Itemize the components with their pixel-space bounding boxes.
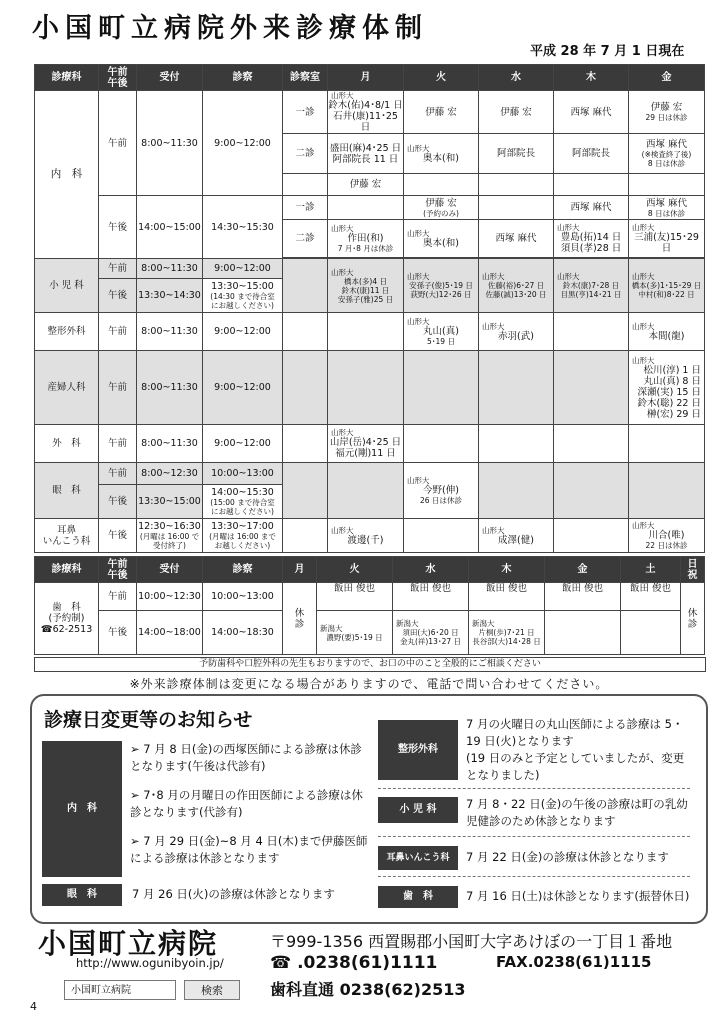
header-thu: 木 xyxy=(554,65,629,91)
notice-shika-1: 7 月 16 日(土)は休診となります(振替休日) xyxy=(466,889,690,903)
dental-header-fri: 金 xyxy=(545,557,621,583)
notice-naika-3: ➢ 7 月 29 日(金)~8 月 4 日(木)まで伊藤医師による診療は休診となります xyxy=(130,834,368,865)
cell-naika-am1-mon: 山形大 鈴木(佑)4･8/1 日 石井(康)11･25 日 xyxy=(328,91,403,133)
shika-wed-am: 飯田 俊也 xyxy=(393,583,469,611)
cell-jibi-wed: 山形大 成澤(健) xyxy=(479,519,554,553)
geka-rec: 8:00~11:30 xyxy=(137,425,203,463)
dental-header-mon: 月 xyxy=(283,557,317,583)
dept-ganka: 眼 科 xyxy=(35,463,99,519)
cell-naika-am2-wed: 阿部院長 xyxy=(479,134,554,174)
dept-naika: 内 科 xyxy=(35,91,99,259)
cell-naika-am1-thu: 西塚 麻代 xyxy=(554,91,629,134)
naika-pm-exam: 14:30~15:30 xyxy=(203,196,283,259)
shoni-pm-exam: 13:30~15:00 (14:30 まで待合室 にお越しください) xyxy=(203,279,283,313)
naika-pm: 午後 xyxy=(99,196,137,259)
schedule-warning: ※外来診療体制は変更になる場合がありますので、電話で問い合わせてください。 xyxy=(129,677,609,691)
as-of-date: 平成 28 年 7 月 1 日現在 xyxy=(530,44,685,59)
header-fri: 金 xyxy=(629,65,705,91)
room-3 xyxy=(283,174,328,196)
hospital-url[interactable]: http://www.ogunibyoin.jp/ xyxy=(76,956,224,970)
room-1: 一診 xyxy=(283,91,328,134)
dental-header-sat: 土 xyxy=(621,557,681,583)
cell-shoni-wed: 山形大 佐藤(裕)6･27 日 佐藤(誠)13･20 日 xyxy=(479,259,554,313)
search-input[interactable]: 小国町立病院 xyxy=(64,980,176,1000)
ganka-am-exam: 10:00~13:00 xyxy=(203,463,283,485)
notice-label-ganka: 眼 科 xyxy=(42,884,122,906)
shika-tue-pm: 新潟大 濃野(要)5･19 日 xyxy=(317,611,393,655)
cell-ganka-tue: 山形大 今野(伸) 26 日は休診 xyxy=(404,463,479,519)
cell-naika-am1-fri: 伊藤 宏 29 日は休診 xyxy=(629,91,705,134)
naika-am-rec: 8:00~11:30 xyxy=(137,91,203,196)
cell-naika-am1-wed: 伊藤 宏 xyxy=(479,91,554,134)
cell-naika-am2-thu: 阿部院長 xyxy=(554,134,629,174)
notice-label-shika: 歯 科 xyxy=(378,886,458,908)
page-title: 小国町立病院外来診療体制 xyxy=(32,13,428,44)
seikei-exam: 9:00~12:00 xyxy=(203,313,283,351)
cell-naika-am2-tue: 山形大 奥本(和) xyxy=(404,134,479,174)
shika-pm: 午後 xyxy=(99,611,137,655)
geka-exam: 9:00~12:00 xyxy=(203,425,283,463)
cell-jibi-fri: 山形大 川合(唯) 22 日は休診 xyxy=(629,519,705,553)
shika-thu-pm: 新潟大 片桐(歩)7･21 日 長谷部(大)14･28 日 xyxy=(469,611,545,655)
shika-sun: 休 診 xyxy=(681,583,705,655)
header-reception: 受付 xyxy=(137,65,203,91)
shoni-pm-rec: 13:30~14:30 xyxy=(137,279,203,313)
cell-naika-am2-fri: 西塚 麻代 (※検査終了後) 8 日は休診 xyxy=(629,134,705,174)
shoni-am: 午前 xyxy=(99,259,137,279)
cell-seikei-fri: 山形大 本間(龍) xyxy=(629,313,705,351)
notice-label-shoni: 小 児 科 xyxy=(378,797,458,823)
jibi-pm: 午後 xyxy=(99,519,137,553)
shika-fri-am: 飯田 俊也 xyxy=(545,583,621,611)
cell-seikei-wed: 山形大 赤羽(武) xyxy=(479,313,554,351)
ganka-am: 午前 xyxy=(99,463,137,485)
naika-am: 午前 xyxy=(99,91,137,196)
jibi-rec: 12:30~16:30 (月曜は 16:00 で 受付終了) xyxy=(137,519,203,553)
notice-naika-2: ➢ 7･8 月の月曜日の作田医師による診療は休診となります(代診有) xyxy=(130,788,363,819)
shika-pm-rec: 14:00~18:00 xyxy=(137,611,203,655)
seikei-rec: 8:00~11:30 xyxy=(137,313,203,351)
header-tue: 火 xyxy=(404,65,479,91)
cell-naika-pm1-thu: 西塚 麻代 xyxy=(554,196,629,220)
notice-naika-1: ➢ 7 月 8 日(金)の西塚医師による診療は休診となります(午後は代診有) xyxy=(130,742,362,773)
dental-header-thu: 木 xyxy=(469,557,545,583)
header-mon: 月 xyxy=(328,65,404,91)
room-1-pm: 一診 xyxy=(283,196,328,220)
dental-header-exam: 診察 xyxy=(203,557,283,583)
shika-wed-pm: 新潟大 須田(大)6･20 日 金丸(祥)13･27 日 xyxy=(393,611,469,655)
cell-jibi-mon: 山形大 渡邊(千) xyxy=(328,519,404,553)
cell-naika-pm2-thu: 山形大 豊島(拓)14 日 須貝(孝)28 日 xyxy=(554,220,629,258)
shoni-pm: 午後 xyxy=(99,279,137,313)
hospital-tel: ☎ .0238(61)1111 xyxy=(270,953,438,973)
dept-geka: 外 科 xyxy=(35,425,99,463)
cell-naika-am3-mon: 伊藤 宏 xyxy=(328,174,404,196)
hospital-fax: FAX.0238(61)1115 xyxy=(496,953,652,971)
header-room: 診察室 xyxy=(283,65,328,91)
naika-pm-rec: 14:00~15:00 xyxy=(137,196,203,259)
header-ampm: 午前 午後 xyxy=(99,65,137,91)
cell-naika-am2-mon: 盛田(麻)4･25 日 阿部院長 11 日 xyxy=(328,134,404,174)
shika-mon: 休 診 xyxy=(283,583,317,655)
shika-thu-am: 飯田 俊也 xyxy=(469,583,545,611)
dept-seikei: 整形外科 xyxy=(35,313,99,351)
shika-pm-exam: 14:00~18:30 xyxy=(203,611,283,655)
search-button[interactable]: 検索 xyxy=(184,980,240,1000)
shika-sat-am: 飯田 俊也 xyxy=(621,583,681,611)
geka-am: 午前 xyxy=(99,425,137,463)
sanfu-rec: 8:00~11:30 xyxy=(137,351,203,425)
cell-geka-mon: 山形大 山岸(岳)4･25 日 福元(剛)11 日 xyxy=(328,425,404,463)
shika-am: 午前 xyxy=(99,583,137,611)
dental-direct-tel: 歯科直通 0238(62)2513 xyxy=(270,980,466,999)
cell-naika-pm2-tue: 山形大 奥本(和) xyxy=(404,220,479,258)
dental-header-sun: 日 祝 xyxy=(681,557,705,583)
naika-am-exam: 9:00~12:00 xyxy=(203,91,283,196)
notice-label-naika: 内 科 xyxy=(42,741,122,877)
dental-header-dept: 診療科 xyxy=(35,557,99,583)
cell-naika-pm2-fri: 山形大 三浦(友)15･29 日 xyxy=(629,220,705,258)
header-exam: 診察 xyxy=(203,65,283,91)
jibi-exam: 13:30~17:00 (月曜は 16:00 まで お越しください) xyxy=(203,519,283,553)
dental-header-reception: 受付 xyxy=(137,557,203,583)
shoni-am-rec: 8:00~11:30 xyxy=(137,259,203,279)
cell-naika-pm2-mon: 山形大 作田(和) 7 月･8 月は休診 xyxy=(328,220,404,258)
dental-table xyxy=(34,556,705,655)
dept-jibi: 耳鼻 いんこう科 xyxy=(35,519,99,553)
cell-naika-pm1-tue: 伊藤 宏 (予約のみ) xyxy=(404,196,479,220)
notice-seikei-2: (19 日のみと予定としていましたが、変更となりました) xyxy=(466,751,685,782)
notice-divider xyxy=(378,876,690,877)
ganka-pm: 午後 xyxy=(99,485,137,519)
cell-naika-pm1-fri: 西塚 麻代 8 日は休診 xyxy=(629,196,705,220)
ganka-pm-rec: 13:30~15:00 xyxy=(137,485,203,519)
cell-naika-am1-tue: 伊藤 宏 xyxy=(404,91,479,134)
shoni-am-exam: 9:00~12:00 xyxy=(203,259,283,279)
notice-label-jibi: 耳鼻いんこう科 xyxy=(378,846,458,870)
header-dept: 診療科 xyxy=(35,65,99,91)
notice-divider xyxy=(378,788,690,789)
dept-shika: 歯 科 (予約制) ☎62-2513 xyxy=(35,583,99,655)
sanfu-exam: 9:00~12:00 xyxy=(203,351,283,425)
hospital-name: 小国町立病院 xyxy=(38,927,219,960)
notice-seikei-1: 7 月の火曜日の丸山医師による診療は 5・19 日(火)となります xyxy=(466,717,684,748)
sanfu-am: 午前 xyxy=(99,351,137,425)
cell-sanfu-fri: 山形大 松川(淳) 1 日 丸山(真) 8 日 深瀬(実) 15 日 鈴木(聡) 22 日 榊(宏) 29 日 xyxy=(629,351,705,425)
dental-header-ampm: 午前 午後 xyxy=(99,557,137,583)
notice-title: 診療日変更等のお知らせ xyxy=(44,709,253,731)
notice-shoni-1: 7 月 8・22 日(金)の午後の診療は町の乳幼児健診のため休診となります xyxy=(466,797,688,828)
dept-sanfu: 産婦人科 xyxy=(35,351,99,425)
header-wed: 水 xyxy=(479,65,554,91)
cell-shoni-fri: 山形大 橋本(多)1･15･29 日 中村(和)8･22 日 xyxy=(629,259,705,313)
room-2-pm: 二診 xyxy=(283,220,328,258)
dental-footnote: 予防歯科や口腔外科の先生もおりますので、お口の中のこと全般的にご相談ください xyxy=(34,657,706,672)
hospital-address: 〒999-1356 西置賜郡小国町大字あけぼの一丁目１番地 xyxy=(270,932,673,951)
shika-am-rec: 10:00~12:30 xyxy=(137,583,203,611)
dept-shoni: 小 児 科 xyxy=(35,259,99,313)
notice-divider xyxy=(378,836,690,837)
cell-shoni-mon: 山形大 橋本(多)4 日 鈴木(康)11 日 安孫子(雅)25 日 xyxy=(328,259,404,313)
ganka-am-rec: 8:00~12:30 xyxy=(137,463,203,485)
cell-shoni-tue: 山形大 安孫子(俊)5･19 日 荻野(大)12･26 日 xyxy=(404,259,479,313)
notice-jibi-1: 7 月 22 日(金)の診療は休診となります xyxy=(466,850,669,864)
seikei-am: 午前 xyxy=(99,313,137,351)
dental-header-tue: 火 xyxy=(317,557,393,583)
cell-naika-pm2-wed: 西塚 麻代 xyxy=(479,220,554,258)
cell-shoni-thu: 山形大 鈴木(康)7･28 日 目黒(亨)14･21 日 xyxy=(554,259,629,313)
page-number: 4 xyxy=(30,1000,37,1013)
shika-am-exam: 10:00~13:00 xyxy=(203,583,283,611)
shika-tue-am: 飯田 俊也 xyxy=(317,583,393,611)
cell-seikei-tue: 山形大 丸山(真) 5･19 日 xyxy=(404,313,479,351)
room-2: 二診 xyxy=(283,134,328,174)
schedule-table xyxy=(34,64,705,553)
notice-label-seikei: 整形外科 xyxy=(378,720,458,780)
dental-header-wed: 水 xyxy=(393,557,469,583)
ganka-pm-exam: 14:00~15:30 (15:00 まで待合室 にお越しください) xyxy=(203,485,283,519)
notice-ganka-1: 7 月 26 日(火)の診療は休診となります xyxy=(132,887,335,901)
